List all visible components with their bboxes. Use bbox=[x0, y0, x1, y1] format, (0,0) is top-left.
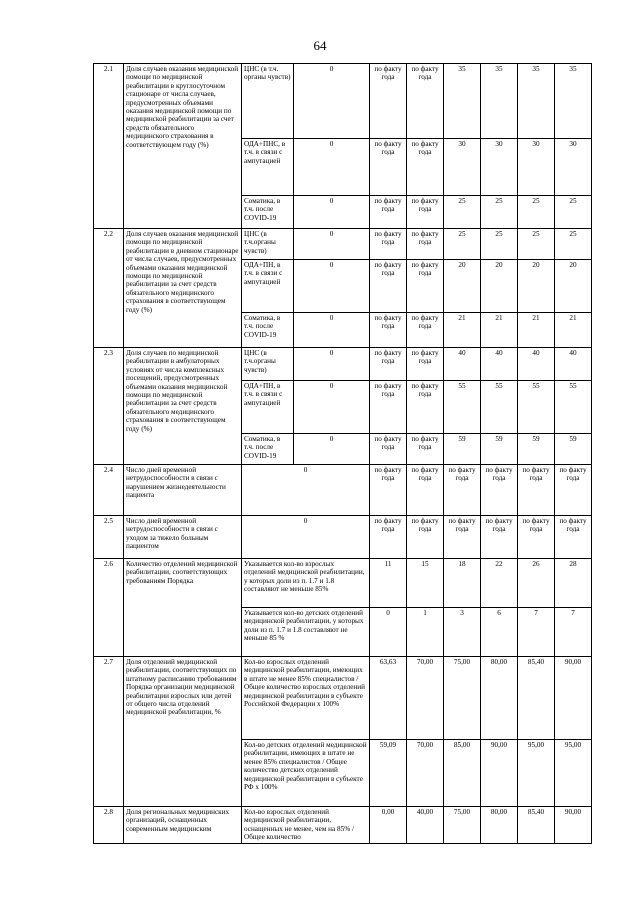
indicator-name: Число дней временной нетрудоспособности в связи с уходом за тяжело больным пациентом bbox=[124, 516, 242, 559]
criteria-cell: Кол-во детских отделений медицинской реабилитации, имеющих в штате не менее 85% специалистов / Общее количество детских отделений медицинской реабилитации в субъекте РФ х 100% bbox=[242, 740, 370, 807]
value-cell: 1 bbox=[407, 608, 444, 657]
value-cell: 25 bbox=[555, 196, 592, 229]
value-cell: по факту года bbox=[370, 196, 407, 229]
value-cell: 35 bbox=[555, 64, 592, 139]
value-cell: по факту года bbox=[407, 260, 444, 313]
value-cell: 40 bbox=[555, 348, 592, 381]
value-cell: 40,00 bbox=[407, 807, 444, 844]
base-value: 59,09 bbox=[370, 740, 407, 807]
value-cell: 25 bbox=[555, 229, 592, 260]
profile-cell: ОДА+ПН, в т.ч. в связи с ампутацией bbox=[242, 381, 294, 434]
value-cell: по факту года bbox=[370, 229, 407, 260]
value-cell: 85,00 bbox=[444, 740, 481, 807]
base-value: 0 bbox=[294, 260, 370, 313]
base-value: 0 bbox=[294, 313, 370, 348]
row-number: 2.1 bbox=[94, 64, 124, 229]
value-cell: 6 bbox=[481, 608, 518, 657]
value-cell: 90,00 bbox=[555, 657, 592, 740]
value-cell: по факту года bbox=[407, 196, 444, 229]
base-value: 0 bbox=[294, 229, 370, 260]
table-row bbox=[94, 516, 592, 559]
table-row bbox=[94, 229, 592, 260]
value-cell: по факту года bbox=[370, 381, 407, 434]
base-value: 0 bbox=[294, 348, 370, 381]
profile-cell: ЦНС (в т.ч.органы чувств) bbox=[242, 348, 294, 381]
value-cell: по факту года bbox=[407, 313, 444, 348]
value-cell: 15 bbox=[407, 559, 444, 608]
value-cell: 40 bbox=[444, 348, 481, 381]
value-cell: 59 bbox=[555, 434, 592, 465]
value-cell: по факту года bbox=[370, 64, 407, 139]
value-cell: 18 bbox=[444, 559, 481, 608]
value-cell: 28 bbox=[555, 559, 592, 608]
indicator-name: Количество отделений медицинской реабилитации, соответствующих требованиям Порядка bbox=[124, 559, 242, 657]
value-cell: 55 bbox=[444, 381, 481, 434]
value-cell: по факту года bbox=[407, 348, 444, 381]
value-cell: 21 bbox=[555, 313, 592, 348]
indicator-name: Доля региональных медицинских организаций, оснащенных современным медицинским bbox=[124, 807, 242, 844]
profile-cell: ЦНС (в т.ч. органы чувств) bbox=[242, 64, 294, 139]
table-row bbox=[94, 64, 592, 139]
indicator-name: Доля отделений медицинской реабилитации, соответствующих по штатному расписанию требованиям Порядка организации медицинской реабилитации взрослых или детей от общего числа отделений медицинской реабилитации, % bbox=[124, 657, 242, 807]
value-cell: 21 bbox=[481, 313, 518, 348]
profile-cell: ОДА+ПН, в т.ч. в связи с ампутацией bbox=[242, 260, 294, 313]
base-value: 0 bbox=[242, 465, 370, 516]
value-cell: по факту года bbox=[407, 64, 444, 139]
row-number: 2.6 bbox=[94, 559, 124, 657]
base-value: 0 bbox=[294, 196, 370, 229]
value-cell: по факту года bbox=[407, 465, 444, 516]
base-value: 11 bbox=[370, 559, 407, 608]
table-row bbox=[94, 559, 592, 608]
value-cell: 25 bbox=[481, 229, 518, 260]
value-cell: 25 bbox=[518, 196, 555, 229]
value-cell: 59 bbox=[444, 434, 481, 465]
table-row bbox=[94, 807, 592, 844]
value-cell: 25 bbox=[444, 196, 481, 229]
value-cell: 40 bbox=[518, 348, 555, 381]
value-cell: 35 bbox=[444, 64, 481, 139]
value-cell: по факту года bbox=[444, 465, 481, 516]
value-cell: 75,00 bbox=[444, 657, 481, 740]
value-cell: по факту года bbox=[407, 434, 444, 465]
value-cell: 30 bbox=[481, 139, 518, 196]
value-cell: по факту года bbox=[444, 516, 481, 559]
indicator-name: Число дней временной нетрудоспособности в связи с нарушением жизнедеятельности пациента bbox=[124, 465, 242, 516]
base-value: 0 bbox=[294, 139, 370, 196]
value-cell: по факту года bbox=[407, 229, 444, 260]
profile-cell: Соматика, в т.ч. после COVID-19 bbox=[242, 434, 294, 465]
value-cell: 30 bbox=[555, 139, 592, 196]
value-cell: 26 bbox=[518, 559, 555, 608]
value-cell: 3 bbox=[444, 608, 481, 657]
base-value: 0 bbox=[242, 516, 370, 559]
value-cell: по факту года bbox=[370, 313, 407, 348]
value-cell: 95,00 bbox=[555, 740, 592, 807]
value-cell: 55 bbox=[481, 381, 518, 434]
value-cell: по факту года bbox=[555, 465, 592, 516]
profile-cell: Соматика, в т.ч. после COVID-19 bbox=[242, 313, 294, 348]
value-cell: по факту года bbox=[370, 260, 407, 313]
indicators-table bbox=[93, 63, 592, 844]
value-cell: 59 bbox=[481, 434, 518, 465]
value-cell: по факту года bbox=[518, 465, 555, 516]
value-cell: 55 bbox=[555, 381, 592, 434]
value-cell: 30 bbox=[444, 139, 481, 196]
value-cell: 35 bbox=[481, 64, 518, 139]
value-cell: 20 bbox=[444, 260, 481, 313]
criteria-cell: Указывается кол-во взрослых отделений медицинской реабилитации, у которых доли из п. 1.7 и 1.8 составляют не меньше 85% bbox=[242, 559, 370, 608]
profile-cell: ЦНС (в т.ч.органы чувств) bbox=[242, 229, 294, 260]
criteria-cell: Указывается кол-во детских отделений медицинской реабилитации, у которых доли из п. 1.7 и 1.8 составляют не меньше 85 % bbox=[242, 608, 370, 657]
profile-cell: ОДА+ПНС, в т.ч. в связи с ампутацией bbox=[242, 139, 294, 196]
value-cell: по факту года bbox=[370, 516, 407, 559]
value-cell: 20 bbox=[481, 260, 518, 313]
value-cell: 70,00 bbox=[407, 740, 444, 807]
criteria-cell: Кол-во взрослых отделений медицинской реабилитации, имеющих в штате не менее 85% специалистов / Общее количество взрослых отделений медицинской реабилитации в субъекте Российской Федерации х 100% bbox=[242, 657, 370, 740]
value-cell: по факту года bbox=[481, 465, 518, 516]
value-cell: по факту года bbox=[370, 434, 407, 465]
page-number: 64 bbox=[313, 38, 327, 53]
indicator-name: Доля случаев по медицинской реабилитации в амбулаторных условиях от числа комплексных посещений, предусмотренных объемами оказания медицинской помощи по медицинской реабилитации за счет средств обязательного медицинского страхования в соответствующем году (%) bbox=[124, 348, 242, 465]
value-cell: 80,00 bbox=[481, 807, 518, 844]
value-cell: 35 bbox=[518, 64, 555, 139]
base-value: 0 bbox=[294, 64, 370, 139]
value-cell: 75,00 bbox=[444, 807, 481, 844]
value-cell: 85,40 bbox=[518, 807, 555, 844]
value-cell: 70,00 bbox=[407, 657, 444, 740]
value-cell: 90,00 bbox=[481, 740, 518, 807]
value-cell: 30 bbox=[518, 139, 555, 196]
value-cell: 80,00 bbox=[481, 657, 518, 740]
value-cell: 85,40 bbox=[518, 657, 555, 740]
value-cell: 55 bbox=[518, 381, 555, 434]
base-value: 0 bbox=[294, 434, 370, 465]
table-row bbox=[94, 657, 592, 740]
value-cell: 7 bbox=[555, 608, 592, 657]
value-cell: 59 bbox=[518, 434, 555, 465]
table-row bbox=[94, 465, 592, 516]
criteria-cell: Кол-во взрослых отделений медицинской реабилитации, оснащенных не менее, чем на 85% / Общее количество bbox=[242, 807, 370, 844]
value-cell: по факту года bbox=[555, 516, 592, 559]
row-number: 2.3 bbox=[94, 348, 124, 465]
row-number: 2.4 bbox=[94, 465, 124, 516]
value-cell: по факту года bbox=[518, 516, 555, 559]
base-value: 63,63 bbox=[370, 657, 407, 740]
value-cell: по факту года bbox=[370, 348, 407, 381]
base-value: 0 bbox=[294, 381, 370, 434]
row-number: 2.7 bbox=[94, 657, 124, 807]
value-cell: 95,00 bbox=[518, 740, 555, 807]
value-cell: по факту года bbox=[407, 139, 444, 196]
indicator-name: Доля случаев оказания медицинской помощи по медицинской реабилитации в дневном стационаре от числа случаев, предусмотренных объемами оказания медицинской помощи по медицинской реабилитации за счет средств обязательного медицинского страхования в соответствующем году (%) bbox=[124, 229, 242, 348]
profile-cell: Соматика, в т.ч. после COVID-19 bbox=[242, 196, 294, 229]
value-cell: 20 bbox=[518, 260, 555, 313]
row-number: 2.2 bbox=[94, 229, 124, 348]
value-cell: 25 bbox=[481, 196, 518, 229]
value-cell: 22 bbox=[481, 559, 518, 608]
indicator-name: Доля случаев оказания медицинской помощи по медицинской реабилитации в круглосуточном стационаре от числа случаев, предусмотренных объемами оказания медицинской помощи по медицинской реабилитации за счет средств обязательного медицинского страхования в соответствующем году (%) bbox=[124, 64, 242, 229]
value-cell: 40 bbox=[481, 348, 518, 381]
base-value: 0 bbox=[370, 608, 407, 657]
value-cell: по факту года bbox=[407, 516, 444, 559]
value-cell: по факту года bbox=[481, 516, 518, 559]
base-value: 0,00 bbox=[370, 807, 407, 844]
value-cell: 21 bbox=[518, 313, 555, 348]
value-cell: 21 bbox=[444, 313, 481, 348]
value-cell: по факту года bbox=[370, 139, 407, 196]
value-cell: по факту года bbox=[370, 465, 407, 516]
value-cell: 20 bbox=[555, 260, 592, 313]
value-cell: 25 bbox=[518, 229, 555, 260]
value-cell: 25 bbox=[444, 229, 481, 260]
row-number: 2.5 bbox=[94, 516, 124, 559]
value-cell: по факту года bbox=[407, 381, 444, 434]
table-row bbox=[94, 348, 592, 381]
value-cell: 90,00 bbox=[555, 807, 592, 844]
row-number: 2.8 bbox=[94, 807, 124, 844]
value-cell: 7 bbox=[518, 608, 555, 657]
